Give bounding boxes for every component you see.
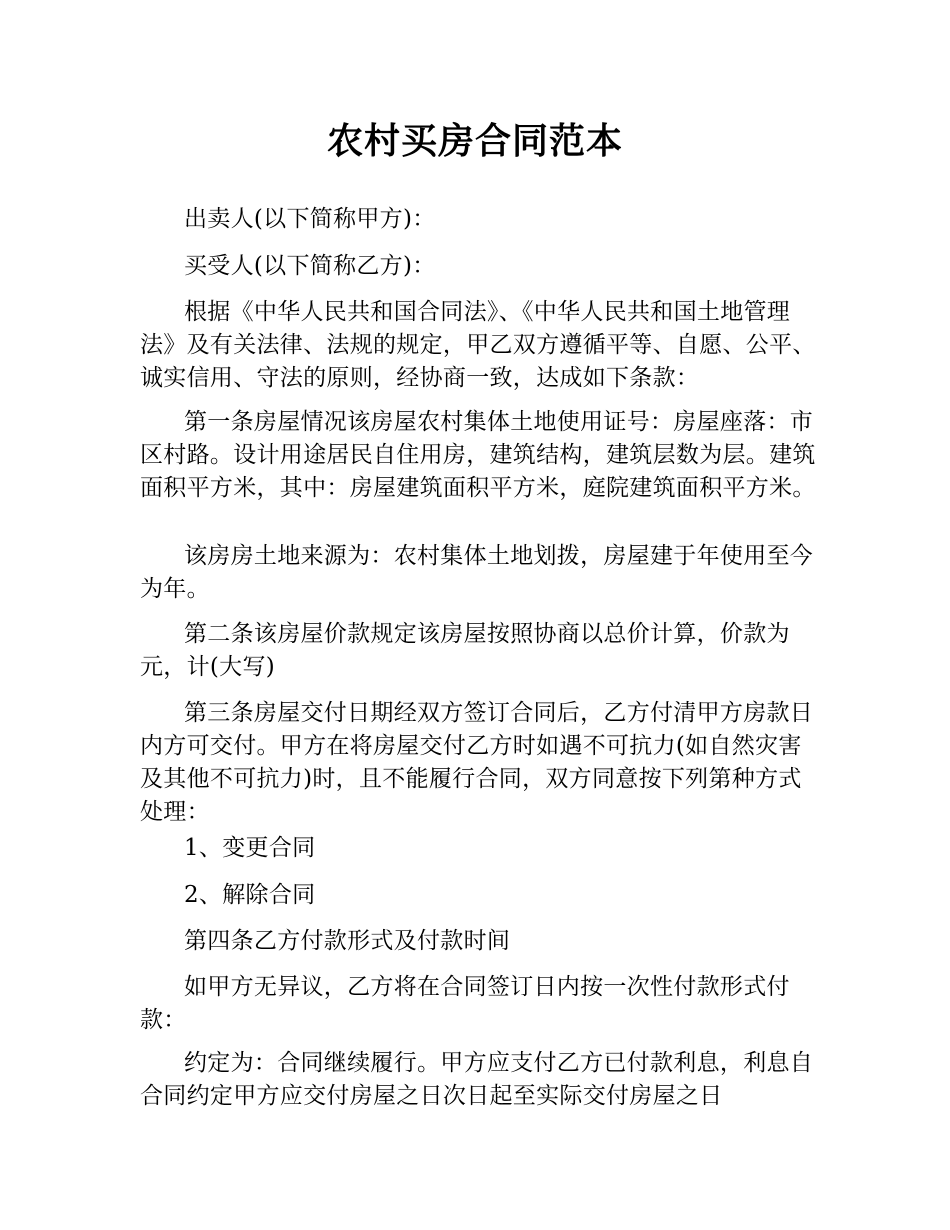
list-item-terminate-contract: 2、解除合同: [184, 882, 316, 908]
list-item-change-contract: 1、变更合同: [184, 835, 316, 861]
paragraph-article-4: 第四条乙方付款形式及付款时间: [184, 928, 511, 954]
paragraph-article-3: 第三条房屋交付日期经双方签订合同后，乙方付清甲方房款日内方可交付。甲方在将房屋交付乙方时如遇不可抗力(如自然灾害及其他不可抗力)时，且不能履行合同，双方同意按下列第种方式处理：: [140, 700, 814, 825]
paragraph-land-source: 该房房土地来源为：农村集体土地划拨，房屋建于年使用至今为年。: [140, 543, 814, 602]
document-title: 农村买房合同范本: [326, 121, 623, 162]
paragraph-article-1: 第一条房屋情况该房屋农村集体土地使用证号：房屋座落：市区村路。设计用途居民自住用房，建筑结构，建筑层数为层。建筑面积平方米，其中：房屋建筑面积平方米，庭院建筑面积平方米。: [140, 409, 816, 501]
paragraph-legal-basis: 根据《中华人民共和国合同法》、《中华人民共和国土地管理法》及有关法律、法规的规定，甲乙双方遵循平等、自愿、公平、诚实信用、守法的原则，经协商一致，达成如下条款：: [140, 299, 816, 391]
paragraph-seller: 出卖人(以下简称甲方)：: [184, 206, 436, 232]
paragraph-buyer: 买受人(以下简称乙方)：: [184, 253, 436, 279]
paragraph-agreement: 约定为：合同继续履行。甲方应支付乙方已付款利息，利息自合同约定甲方应交付房屋之日次日起至实际交付房屋之日: [140, 1050, 814, 1109]
paragraph-payment: 如甲方无异议，乙方将在合同签订日内按一次性付款形式付款：: [140, 974, 790, 1033]
paragraph-article-2: 第二条该房屋价款规定该房屋按照协商以总价计算，价款为元，计(大写): [140, 621, 790, 680]
